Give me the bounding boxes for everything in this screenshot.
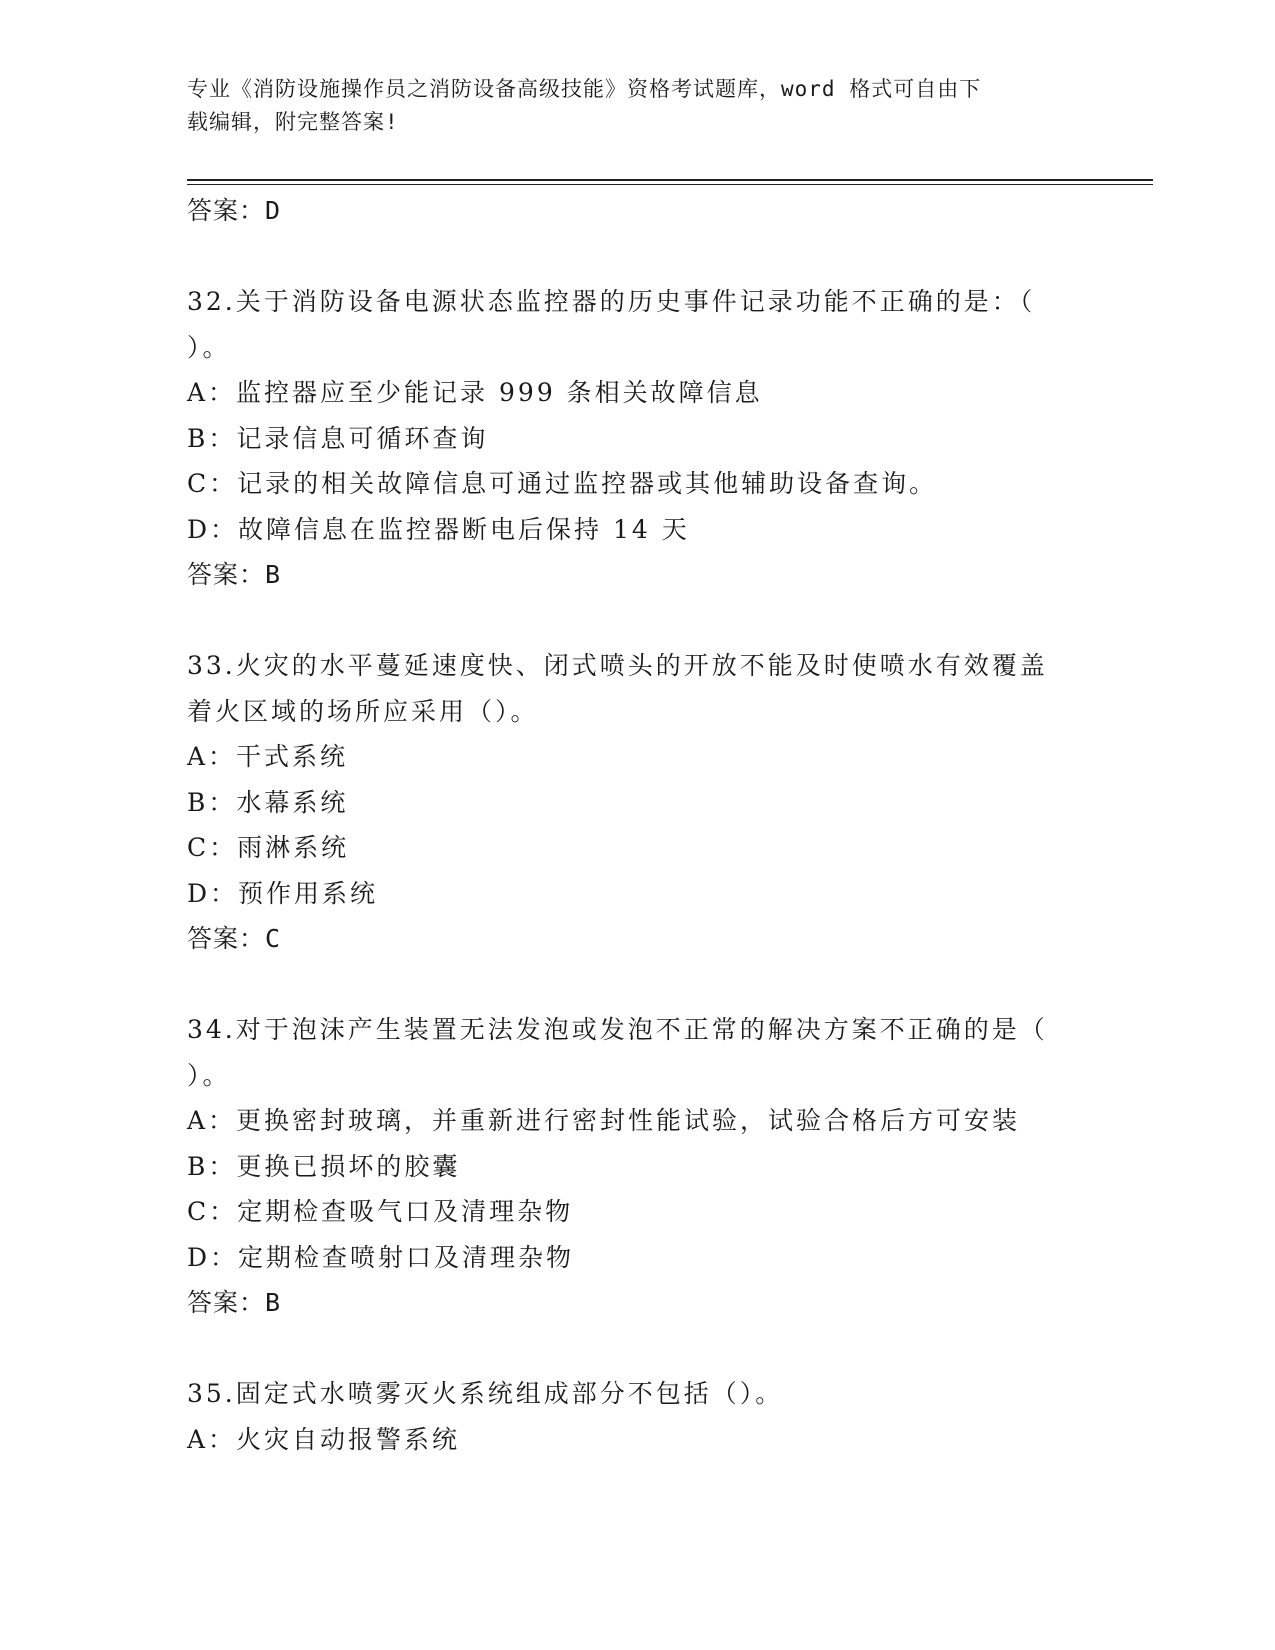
question-stem-line: 着火区域的场所应采用（）。 (187, 696, 539, 726)
option-d: D：定期检查喷射口及清理杂物 (187, 1242, 575, 1272)
spacer (187, 598, 1087, 644)
question-32 (187, 279, 1087, 598)
header-line-1: 专业《消防设施操作员之消防设备高级技能》资格考试题库，word 格式可自由下 (187, 77, 982, 101)
question-33 (187, 643, 1087, 962)
question-stem-line: 32.关于消防设备电源状态监控器的历史事件记录功能不正确的是：（ (187, 287, 1036, 316)
option-d: D：故障信息在监控器断电后保持 14 天 (187, 514, 690, 544)
question-content (187, 188, 1087, 1462)
header-divider-thick (187, 179, 1153, 181)
option-d: D：预作用系统 (187, 878, 379, 908)
option-b: B：水幕系统 (187, 787, 349, 817)
option-c: C：雨淋系统 (187, 833, 350, 862)
option-a: A：更换密封玻璃，并重新进行密封性能试验，试验合格后方可安装 (187, 1106, 1021, 1135)
previous-answer: 答案：D (187, 196, 282, 225)
option-c: C：定期检查吸气口及清理杂物 (187, 1197, 574, 1226)
spacer (187, 234, 1087, 280)
question-35 (187, 1371, 1087, 1462)
page-header (187, 73, 1067, 139)
spacer (187, 1326, 1087, 1372)
header-divider-thin (187, 184, 1153, 185)
answer: 答案：B (187, 1288, 282, 1317)
question-stem-line: 35.固定式水喷雾灭火系统组成部分不包括（）。 (187, 1379, 784, 1408)
option-a: A：监控器应至少能记录 999 条相关故障信息 (187, 378, 763, 407)
answer: 答案：B (187, 560, 282, 589)
spacer (187, 962, 1087, 1008)
option-b: B：更换已损坏的胶囊 (187, 1151, 461, 1181)
option-c: C：记录的相关故障信息可通过监控器或其他辅助设备查询。 (187, 469, 938, 498)
question-34 (187, 1007, 1087, 1326)
question-stem-line: 33.火灾的水平蔓延速度快、闭式喷头的开放不能及时使喷水有效覆盖 (187, 651, 1048, 680)
header-line-2: 载编辑，附完整答案! (187, 110, 399, 134)
option-b: B：记录信息可循环查询 (187, 423, 489, 453)
question-stem-line: ）。 (187, 1060, 231, 1090)
answer: 答案：C (187, 924, 282, 953)
question-stem-line: 34.对于泡沫产生装置无法发泡或发泡不正常的解决方案不正确的是（ (187, 1015, 1048, 1044)
option-a: A：火灾自动报警系统 (187, 1424, 461, 1454)
option-a: A：干式系统 (187, 742, 349, 771)
question-stem-line: ）。 (187, 332, 231, 362)
